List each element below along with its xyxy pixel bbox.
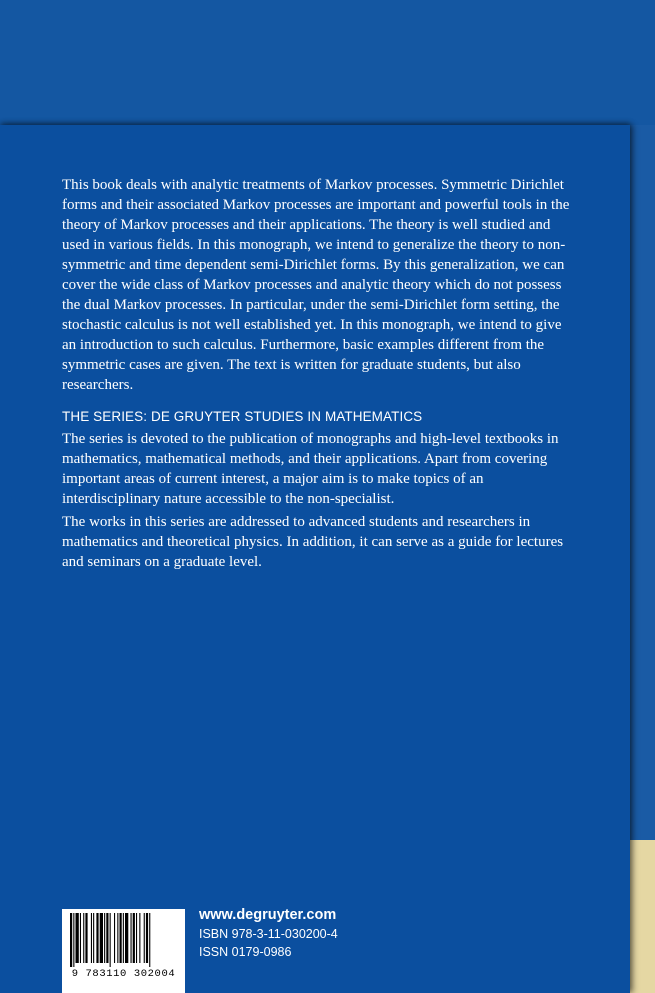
barcode-bar [146,913,148,963]
isbn-number: ISBN 978-3-11-030200-4 [199,927,338,941]
barcode-bar [104,913,105,963]
barcode-bar [85,913,87,963]
barcode-bar [123,913,124,963]
series-description: The series is devoted to the publication of monographs and high-level textbooks in mathematics, mathematical methods, and their applications. Apart from covering important areas of current interest, a major aim is to make topics of an interdisciplinary nature accessible to the non-specialist. [62,431,559,507]
barcode-bar [120,913,122,963]
barcode-bar [139,913,140,963]
barcode-bar [106,913,108,963]
gold-accent-strip [630,840,655,993]
barcode-bar [110,913,111,967]
spine-edge-strip [630,125,655,840]
barcode-bar [83,913,84,963]
barcode-bar [70,913,72,967]
barcode-bar [96,913,98,963]
barcode-bar [149,913,150,967]
cover-top-band [0,0,655,125]
barcode-bars [70,913,177,967]
barcode-bar [100,913,103,963]
issn-number: ISSN 0179-0986 [199,945,292,959]
publisher-info [199,906,338,961]
barcode-bar [125,913,128,963]
book-description: This book deals with analytic treatments of Markov processes. Symmetric Dirichlet forms and their associated Markov processes are important and powerful tools in the theory of Markov processes and their applications. The theory is well studied and used in various fields. In this monograph, we intend to generalize the theory to non-symmetric and time dependent semi-Dirichlet forms. By this generalization, we can cover the wide class of Markov processes and analytic theory which do not possess the dual Markov processes. In particular, under the semi-Dirichlet form setting, the stochastic calculus is not well established yet. In this monograph, we intend to give an introduction to such calculus. Furthermore, basic examples different from the symmetric cases are given. The text is written for graduate students, but also researchers. [62,177,570,393]
barcode-bar [93,913,94,963]
publisher-website[interactable]: www.degruyter.com [199,907,337,923]
barcode-number: 9 783110 302004 [71,968,176,980]
barcode-bar [131,913,132,963]
series-audience: The works in this series are addressed to advanced students and researchers in mathematics and theoretical physics. In addition, it can serve as a guide for lectures and seminars on a graduate level. [62,514,564,570]
barcode-bar [114,913,115,963]
barcode-bar [80,913,81,963]
isbn-barcode [62,909,185,993]
barcode-bar [144,913,145,963]
barcode-bar [117,913,118,963]
barcode-bar [136,913,137,963]
barcode-bar [91,913,92,963]
barcode-bar [133,913,135,963]
barcode-bar [76,913,79,963]
barcode-bar [73,913,74,967]
series-heading: THE SERIES: DE GRUYTER STUDIES IN MATHEMATICS [62,409,423,424]
